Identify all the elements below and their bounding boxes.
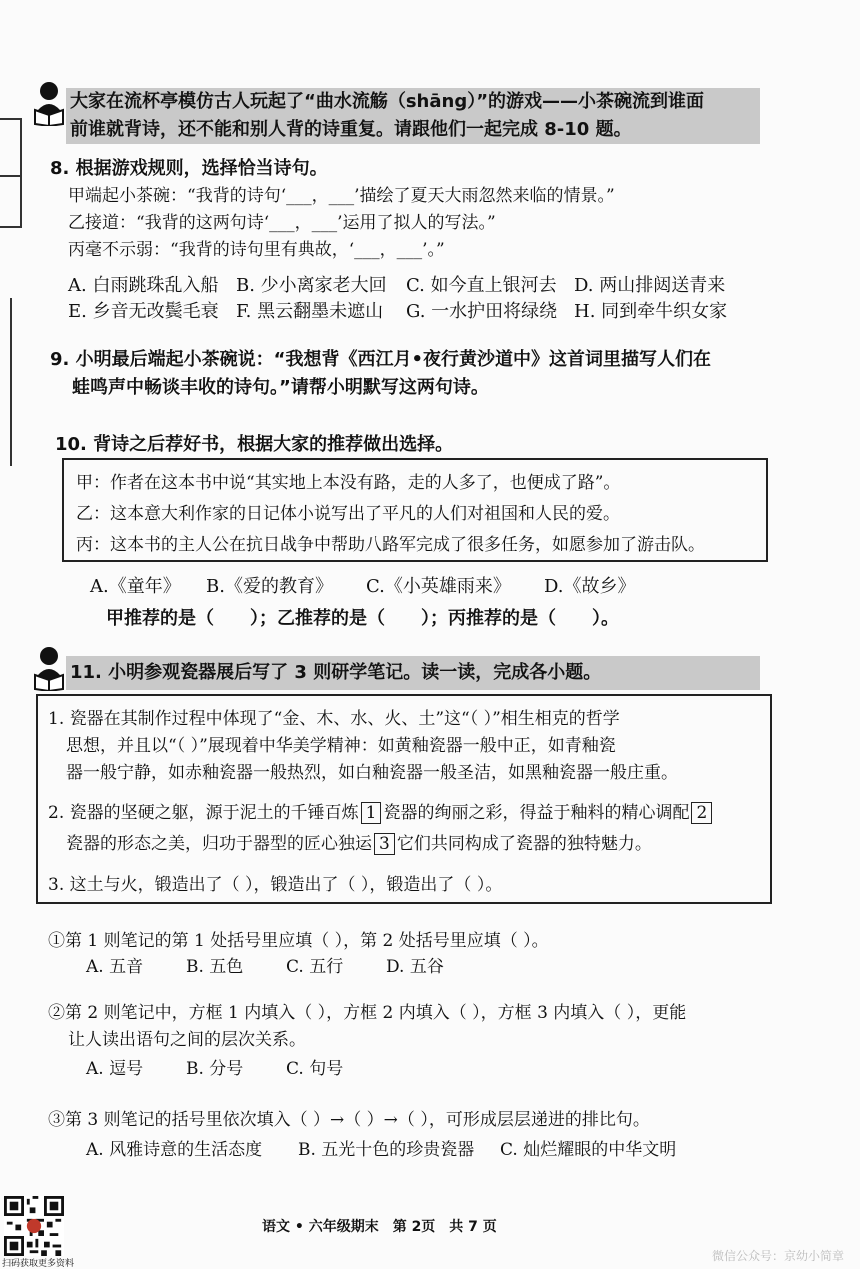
q10-option-a: A.《童年》 <box>90 576 181 597</box>
binding-mark-mid <box>0 175 22 177</box>
q10-option-b: B.《爱的教育》 <box>206 576 333 597</box>
q11-band <box>66 656 760 690</box>
sub2-question-line2: 让人读出语句之间的层次关系。 <box>68 1030 306 1050</box>
note2-box-3: 3 <box>374 833 395 855</box>
note2-box-2: 2 <box>691 802 712 824</box>
binding-mark-low <box>0 226 22 228</box>
q11-notes-box <box>36 694 772 904</box>
sub2-option-c: C. 句号 <box>286 1059 344 1079</box>
q10-recommend-box <box>62 458 768 562</box>
q10-box-line-jia: 甲：作者在这本书中说“其实地上本没有路，走的人多了，也便成了路”。 <box>76 473 621 493</box>
sub1-option-a: A. 五音 <box>86 957 144 977</box>
note1-line2: 思想，并且以“（ ）”展现着中华美学精神：如黄釉瓷器一般中正，如青釉瓷 <box>66 736 616 756</box>
sub3-question: ③第 3 则笔记的括号里依次填入（ ）→（ ）→（ ），可形成层层递进的排比句。 <box>48 1110 650 1130</box>
binding-mark-top <box>0 118 22 120</box>
q8-option-a: A. 白雨跳珠乱入船 <box>68 275 219 296</box>
note1-line3: 器一般宁静，如赤釉瓷器一般热烈，如白釉瓷器一般圣洁，如黑釉瓷器一般庄重。 <box>66 763 678 783</box>
note3: 3. 这土与火，锻造出了（ ），锻造出了（ ），锻造出了（ ）。 <box>48 875 503 895</box>
q8-line-bing: 丙毫不示弱：“我背的诗句里有典故，‘___，___’。” <box>68 240 445 260</box>
note2-part4: 它们共同构成了瓷器的独特魅力。 <box>396 834 652 854</box>
q8-line-yi: 乙接道：“我背的这两句诗‘___，___’运用了拟人的写法。” <box>68 213 496 233</box>
section-intro-band <box>66 88 760 144</box>
q8-option-g: G. 一水护田将绿绕 <box>406 301 558 322</box>
q8-option-c: C. 如今直上银河去 <box>406 275 557 296</box>
note2-part3: 瓷器的形态之美，归功于器型的匠心独运 <box>66 834 372 854</box>
section-intro-line1: 大家在流杯亭模仿古人玩起了“曲水流觞（shāng）”的游戏——小茶碗流到谁面 <box>70 91 705 112</box>
sub2-question-line1: ②第 2 则笔记中，方框 1 内填入（ ），方框 2 内填入（ ），方框 3 内填入（ ），更能 <box>48 1003 687 1023</box>
q8-title: 8. 根据游戏规则，选择恰当诗句。 <box>50 158 328 179</box>
q8-option-h: H. 同到牵牛织女家 <box>574 301 728 322</box>
binding-mark-top-v <box>20 118 22 228</box>
q8-line-jia: 甲端起小茶碗：“我背的诗句‘___，___’描绘了夏天大雨忽然来临的情景。” <box>68 186 615 206</box>
sub1-question: ①第 1 则笔记的第 1 处括号里应填（ ），第 2 处括号里应填（ ）。 <box>48 931 549 951</box>
binding-mark-long <box>10 298 12 466</box>
qr-code[interactable] <box>4 1196 64 1256</box>
watermark: 微信公众号：京幼小简章 <box>712 1249 845 1263</box>
q9-line1: 9. 小明最后端起小茶碗说：“我想背《西江月•夜行黄沙道中》这首词里描写人们在 <box>50 349 711 370</box>
note2-box-1: 1 <box>361 802 382 824</box>
note1-line1: 1. 瓷器在其制作过程中体现了“金、木、水、火、土”这“（ ）”相生相克的哲学 <box>48 709 620 729</box>
q10-box-line-yi: 乙：这本意大利作家的日记体小说写出了平凡的人们对祖国和人民的爱。 <box>76 504 620 524</box>
sub2-option-a: A. 逗号 <box>86 1059 144 1079</box>
note2-part2: 瓷器的绚丽之彩，得益于釉料的精心调配 <box>383 803 690 823</box>
q11-band-text: 11. 小明参观瓷器展后写了 3 则研学笔记。读一读，完成各小题。 <box>70 662 602 683</box>
q10-box-line-bing: 丙：这本书的主人公在抗日战争中帮助八路军完成了很多任务，如愿参加了游击队。 <box>76 535 705 555</box>
q8-option-e: E. 乡音无改鬓毛衰 <box>68 301 219 322</box>
q10-option-d: D.《故乡》 <box>544 576 636 597</box>
reader-icon <box>32 80 66 126</box>
q10-answer-line: 甲推荐的是（ ）；乙推荐的是（ ）；丙推荐的是（ ）。 <box>106 608 619 629</box>
q8-option-b: B. 少小离家老大回 <box>236 275 387 296</box>
sub1-option-d: D. 五谷 <box>386 957 444 977</box>
q8-option-d: D. 两山排闼送青来 <box>574 275 726 296</box>
q10-title: 10. 背诗之后荐好书，根据大家的推荐做出选择。 <box>55 434 454 455</box>
sub3-option-c: C. 灿烂耀眼的中华文明 <box>500 1140 677 1160</box>
section-intro-line2: 前谁就背诗，还不能和别人背的诗重复。请跟他们一起完成 8-10 题。 <box>70 119 632 140</box>
q8-option-f: F. 黑云翻墨未遮山 <box>236 301 384 322</box>
note2-part1: 2. 瓷器的坚硬之躯，源于泥土的千锤百炼 <box>48 803 359 823</box>
reader-icon-q11 <box>32 645 66 691</box>
page-info: 语文 • 六年级期末 第 2页 共 7 页 <box>262 1219 497 1235</box>
sub3-option-b: B. 五光十色的珍贵瓷器 <box>298 1140 475 1160</box>
qr-caption: 扫码获取更多资料 <box>2 1259 75 1269</box>
sub2-option-b: B. 分号 <box>186 1059 244 1079</box>
sub1-option-b: B. 五色 <box>186 957 244 977</box>
q9-line2: 蛙鸣声中畅谈丰收的诗句。”请帮小明默写这两句诗。 <box>72 377 489 398</box>
q10-option-c: C.《小英雄雨来》 <box>366 576 511 597</box>
sub3-option-a: A. 风雅诗意的生活态度 <box>86 1140 263 1160</box>
sub1-option-c: C. 五行 <box>286 957 344 977</box>
